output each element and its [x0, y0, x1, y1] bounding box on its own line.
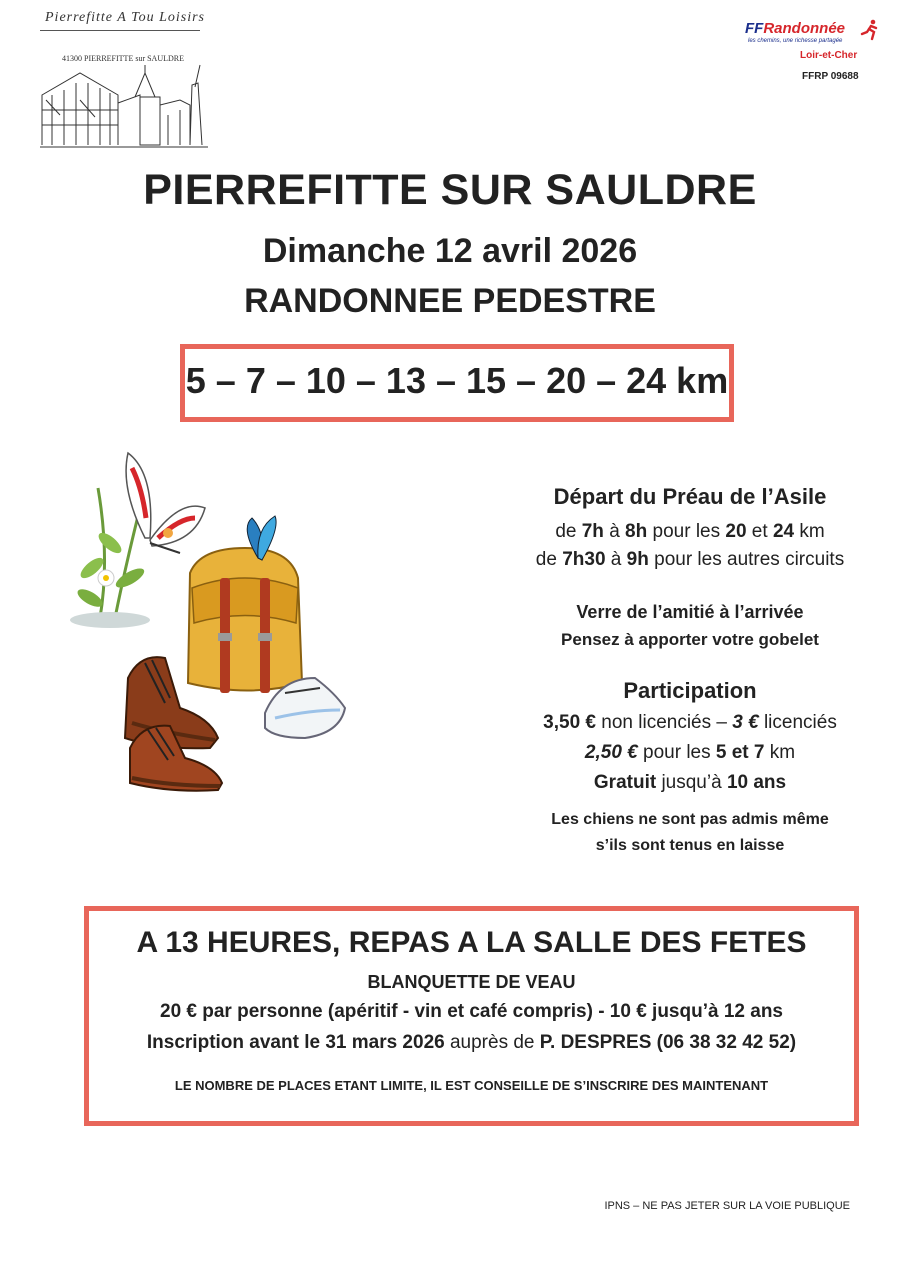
participation-title: Participation [623, 678, 757, 703]
meal-dish: BLANQUETTE DE VEAU [367, 972, 576, 992]
ipns-footer: IPNS – NE PAS JETER SUR LA VOIE PUBLIQUE [604, 1200, 850, 1212]
dogs-notice-line2: s’ils sont tenus en laisse [595, 837, 785, 854]
meal-title: A 13 HEURES, REPAS A LA SALLE DES FETES [136, 926, 807, 959]
village-sketch-logo [40, 55, 210, 150]
page-title: PIERREFITTE SUR SAULDRE [143, 166, 757, 214]
hiker-logo-icon [858, 18, 882, 42]
club-address: 41300 PIERREFITTE sur SAULDRE [62, 54, 184, 63]
ffr-region: Loir-et-Cher [800, 50, 858, 61]
event-type: RANDONNEE PEDESTRE [244, 282, 656, 320]
club-logo-rule [40, 30, 200, 31]
depart-schedule-other: de 7h30 à 9h pour les autres circuits [535, 549, 845, 570]
dogs-notice-line1: Les chiens ne sont pas admis même [551, 811, 829, 828]
ffr-tagline: les chemins, une richesse partagée [748, 38, 843, 44]
backpack-illustration [188, 548, 302, 693]
red-butterfly-illustration [126, 453, 205, 553]
price-short: 2,50 € pour les 5 et 7 km [584, 742, 796, 763]
verre-amitie: Verre de l’amitié à l’arrivée [576, 602, 804, 622]
distances: 5 – 7 – 10 – 13 – 15 – 20 – 24 km [185, 360, 729, 401]
depart-title: Départ du Préau de l’Asile [553, 484, 827, 509]
gobelet-reminder: Pensez à apporter votre gobelet [561, 630, 819, 649]
ffr-code: FFRP 09688 [802, 71, 859, 82]
meal-price: 20 € par personne (apéritif - vin et café compris) - 10 € jusqu’à 12 ans [160, 1001, 783, 1022]
event-date: Dimanche 12 avril 2026 [262, 232, 638, 270]
price-free: Gratuit jusqu’à 10 ans [593, 772, 787, 793]
meal-notice: LE NOMBRE DE PLACES ETANT LIMITE, IL EST CONSEILLE DE S’INSCRIRE DES MAINTENANT [174, 1078, 769, 1093]
ffr-brand: FFRandonnée [745, 20, 846, 37]
depart-schedule-long: de 7h à 8h pour les 20 et 24 km [555, 521, 825, 542]
price-adult: 3,50 € non licenciés – 3 € licenciés [543, 712, 837, 733]
hiking-gear-illustration [70, 448, 360, 793]
club-name: Pierrefitte A Tou Loisirs [45, 10, 205, 25]
meal-inscription: Inscription avant le 31 mars 2026 auprès de P. DESPRES (06 38 32 42 52) [146, 1032, 797, 1053]
